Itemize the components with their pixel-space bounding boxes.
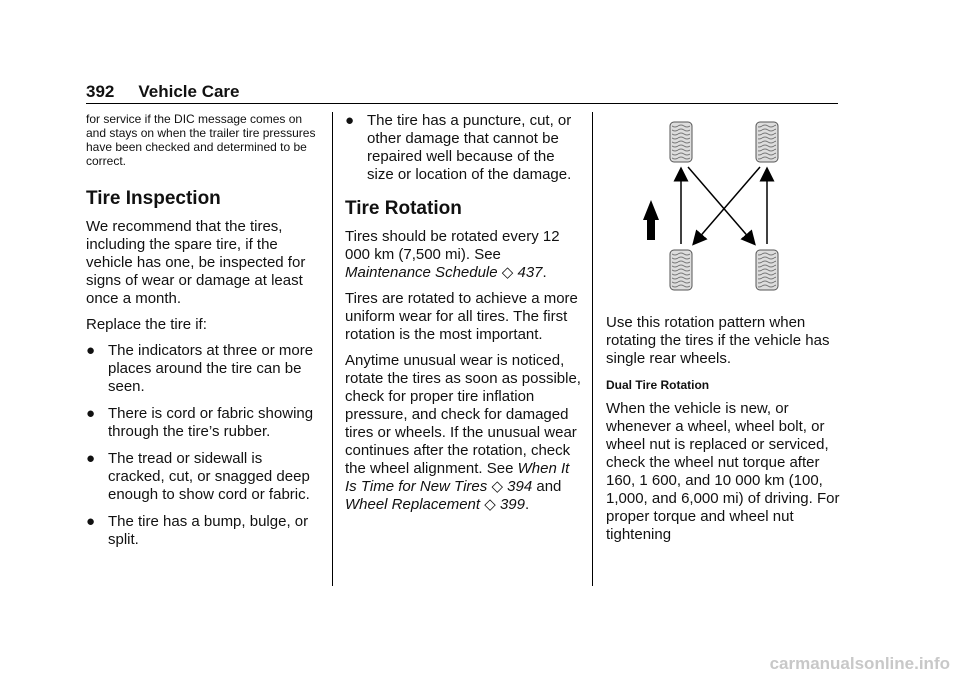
column-divider-1 — [332, 112, 333, 586]
rotation-purpose-paragraph: Tires are rotated to achieve a more uniform wear for all tires. The first rotation is the most important. — [345, 290, 578, 343]
new-tires-link[interactable]: When It Is Time for New Tires ◇ 394 — [345, 460, 570, 495]
diagram-caption: Use this rotation pattern when rotating the tires if the vehicle has single rear wheels. — [606, 314, 830, 367]
page-ref-icon: ◇ — [491, 478, 503, 495]
dual-tire-rotation-heading: Dual Tire Rotation — [606, 378, 710, 392]
page-header — [86, 82, 240, 102]
list-item: ● The tread or sidewall is cracked, cut, or snagged deep enough to show cord or fabric. — [86, 450, 310, 503]
column-3 — [606, 112, 842, 552]
front-right-tire-icon — [756, 122, 778, 162]
tire-inspection-heading: Tire Inspection — [86, 188, 221, 209]
inspection-paragraph: We recommend that the tires, including the spare tire, if the vehicle has one, be inspected for signs of wear or damage at least once a month. — [86, 218, 306, 307]
list-item: ● The tire has a bump, bulge, or split. — [86, 513, 309, 548]
arrow-front-right-to-rear-left — [697, 167, 760, 240]
rotation-diagram-svg — [606, 112, 842, 306]
rear-right-tire-icon — [756, 250, 778, 290]
list-item: ● There is cord or fabric showing through the tire’s rubber. — [86, 405, 314, 440]
bullet-icon: ● — [345, 112, 355, 129]
column-2 — [345, 112, 581, 522]
continued-text: for service if the DIC message comes on and stays on when the trailer tire pressures have been checked and determined to be correct. — [86, 112, 316, 168]
column-divider-2 — [592, 112, 593, 586]
unusual-wear-paragraph: Anytime unusual wear is noticed, rotate the tires as soon as possible, check for proper tire inflation pressure, and check for damaged tires or wheels. If the unusual wear continues after the rotation, check the wheel alignment. See When It Is Time for New Tires ◇ 394 and Wheel Replacement ◇ 399. — [345, 352, 581, 513]
replace-intro: Replace the tire if: — [86, 316, 207, 333]
arrow-front-left-to-rear-right — [688, 167, 751, 240]
list-item: ● The indicators at three or more places around the tire can be seen. — [86, 342, 314, 395]
dual-rotation-paragraph: When the vehicle is new, or whenever a wheel, wheel bolt, or wheel nut is replaced or serviced, check the wheel nut torque after 160, 1 600, and 10 000 km (100, 1,000, and 6,000 mi) of driving. For proper torque and wheel nut tightening — [606, 400, 840, 543]
rear-left-tire-icon — [670, 250, 692, 290]
tire-rotation-heading: Tire Rotation — [345, 198, 462, 219]
rotation-diagram — [606, 112, 842, 306]
bullet-icon: ● — [86, 450, 96, 467]
page-number: 392 — [86, 82, 115, 101]
watermark: carmanualsonline.info — [769, 654, 950, 673]
page-ref-icon: ◇ — [484, 496, 496, 513]
vehicle-front-arrow-icon — [643, 200, 659, 240]
section-title: Vehicle Care — [138, 82, 240, 101]
front-left-tire-icon — [670, 122, 692, 162]
bullet-icon: ● — [86, 342, 96, 359]
maintenance-schedule-link[interactable]: Maintenance Schedule ◇ 437 — [345, 264, 543, 281]
bullet-icon: ● — [86, 405, 96, 422]
page-ref-icon: ◇ — [501, 264, 514, 281]
rotation-interval-paragraph: Tires should be rotated every 12 000 km (7,500 mi). See Maintenance Schedule ◇ 437. — [345, 228, 560, 281]
wheel-replacement-link[interactable]: Wheel Replacement ◇ 399 — [345, 496, 525, 513]
header-rule — [86, 103, 838, 104]
bullet-icon: ● — [86, 513, 96, 530]
list-item: ● The tire has a puncture, cut, or other damage that cannot be repaired well because of the size or location of the damage. — [345, 112, 572, 183]
column-1 — [86, 112, 322, 558]
